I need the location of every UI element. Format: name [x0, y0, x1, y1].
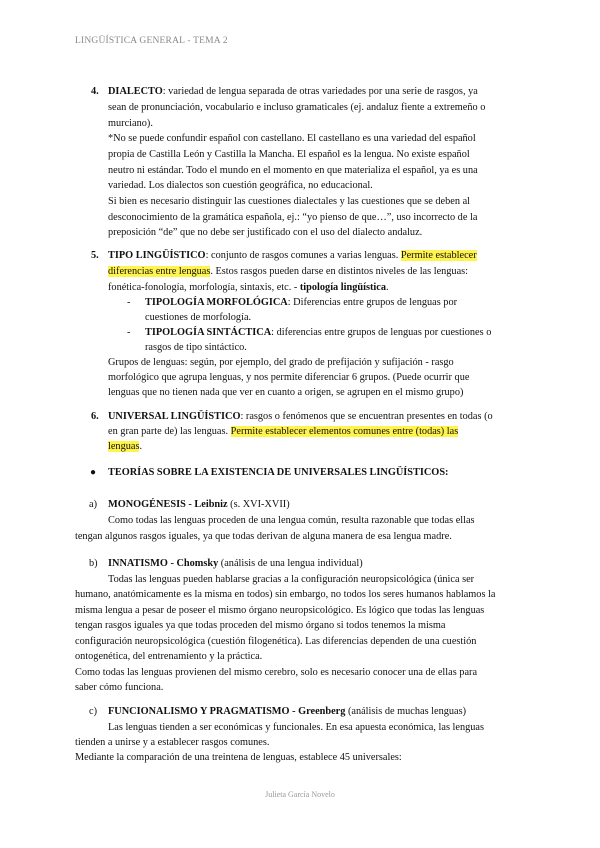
text: en gran parte de) las lenguas. — [108, 426, 231, 437]
item-number: 5. — [91, 250, 99, 261]
text-line: rasgos de tipo sintáctico. — [145, 342, 247, 353]
monogenesis-heading — [108, 497, 290, 513]
text: : rasgos o fenómenos que se encuentran presentes en todas (o — [240, 411, 493, 422]
term: FUNCIONALISMO Y PRAGMATISMO - Greenberg — [108, 706, 346, 717]
text-line: Mediante la comparación de una treintena de lenguas, establece 45 universales: — [75, 752, 402, 763]
text-line: neutro ni estándar. Todo el mundo en el momento en que materializa el español, ya es una — [108, 165, 478, 176]
text: . Estos rasgos pueden darse en distintos niveles de las lenguas: — [210, 266, 469, 277]
text: (s. XVI-XVII) — [227, 499, 290, 510]
text-line: morfológico que agrupa lenguas, y nos permite diferenciar 6 grupos. (Puede ocurrir que — [108, 372, 470, 383]
term: TIPOLOGÍA MORFOLÓGICA — [145, 297, 288, 308]
item-number: 4. — [91, 86, 99, 97]
text-line: sean de pronunciación, vocabulario e incluso gramaticales (ej. andaluz fiente a extremeño o — [108, 102, 486, 113]
highlight: Permite establecer elementos comunes entre (todas) las — [230, 426, 459, 437]
text: : Diferencias entre grupos de lenguas por — [287, 297, 458, 308]
sub-item-sintactica — [145, 325, 491, 341]
universal-line-3 — [108, 439, 142, 455]
term-tipologia: tipología lingüística — [299, 282, 386, 293]
term: TIPOLOGÍA SINTÁCTICA — [145, 327, 272, 338]
page-header: LINGÜÍSTICA GENERAL - TEMA 2 — [75, 36, 228, 46]
highlight: Permite establecer — [400, 250, 477, 261]
text-line: Grupos de lenguas: según, por ejemplo, del grado de prefijación y sufijación - rasgo — [108, 357, 454, 368]
text-line: preposición “de” que no debe ser justificado con el uso del dialecto andaluz. — [108, 227, 423, 238]
text: fonética-fonología, morfología, sintaxis, etc. - — [108, 282, 300, 293]
text-line: misma lengua a pesar de poseer el mismo órgano neuropsicológico. Es lógico que todas las lenguas — [75, 605, 485, 616]
text-line: variedad. Los dialectos son cuestión geográfica, no educacional. — [108, 180, 373, 191]
text-line: propia de Castilla León y Castilla la Mancha. El español es la lengua. No existe español — [108, 149, 470, 160]
term-universal: UNIVERSAL LINGÜÍSTICO — [108, 411, 241, 422]
text-line: murciano). — [108, 118, 153, 129]
text-line: Como todas las lenguas proceden de una lengua común, resulta razonable que todas ellas — [108, 515, 475, 526]
term: INNATISMO - Chomsky — [108, 558, 219, 569]
text-line: Como todas las lenguas provienen del mismo cerebro, solo es necesario conocer una de ellas para — [75, 667, 478, 678]
item-number: 6. — [91, 411, 99, 422]
text: : conjunto de rasgos comunes a varias lenguas. — [205, 250, 401, 261]
dash-bullet: - — [127, 297, 131, 308]
text-line: desconocimiento de la gramática española, ej.: “yo pienso de que…”, uso incorrecto de la — [108, 212, 478, 223]
tipo-line-3 — [108, 280, 389, 296]
text: (análisis de muchas lenguas) — [345, 706, 467, 717]
text: : variedad de lengua separada de otras variedades por una serie de rasgos, ya — [162, 86, 478, 97]
section-heading: TEORÍAS SOBRE LA EXISTENCIA DE UNIVERSALES LINGÜÍSTICOS: — [108, 467, 449, 478]
bullet-icon: ● — [90, 467, 97, 478]
item-letter: b) — [89, 558, 98, 569]
text-line: tienden a unirse y a establecer rasgos comunes. — [75, 737, 270, 748]
text-line: configuración neuropsicológica (cuestión filogenética). Las diferencias dependen de una cuestión — [75, 636, 477, 647]
innatismo-heading — [108, 556, 363, 572]
term-dialecto: DIALECTO — [108, 86, 163, 97]
term-tipo-linguistico: TIPO LINGÜÍSTICO — [108, 250, 206, 261]
text: . — [385, 282, 389, 293]
term: MONOGÉNESIS - Leibniz — [108, 499, 228, 510]
text-line: Si bien es necesario distinguir las cuestiones dialectales y las cuestiones que se deben al — [108, 196, 470, 207]
text-line: lenguas que no tienen nada que ver en cuanto a origen, se agrupen en el mismo grupo) — [108, 387, 464, 398]
dialecto-line-1 — [108, 84, 478, 100]
universal-line-2 — [108, 424, 458, 440]
dash-bullet: - — [127, 327, 131, 338]
text-line: ontogenética, del entrenamiento y la práctica. — [75, 651, 263, 662]
text-line: *No se puede confundir español con castellano. El castellano es una variedad del español — [108, 133, 476, 144]
tipo-line-2 — [108, 264, 468, 280]
sub-item-morfologica — [145, 295, 457, 311]
item-letter: a) — [89, 499, 97, 510]
text-line: cuestiones de morfología. — [145, 312, 252, 323]
tipo-line-1 — [108, 248, 477, 264]
highlight: lenguas — [108, 441, 140, 452]
text: (análisis de una lengua individual) — [218, 558, 363, 569]
text-line: Todas las lenguas pueden hablarse gracias a la configuración neuropsicológica (única ser — [108, 574, 475, 585]
text-line: saber cómo funciona. — [75, 682, 164, 693]
text: : diferencias entre grupos de lenguas por cuestiones o — [271, 327, 492, 338]
item-letter: c) — [89, 706, 97, 717]
text-line: Las lenguas tienden a ser económicas y funcionales. En esa apuesta económica, las lenguas — [108, 722, 484, 733]
text-line: tengan rasgos iguales ya que todas proceden del mismo órgano si todos tenemos la misma — [75, 620, 446, 631]
highlight: diferencias entre lenguas — [108, 266, 211, 277]
text-line: humano, anatómicamente es la misma en todos) sin embargo, no todos los seres humanos hablamos la — [75, 589, 496, 600]
page-footer: Julieta García Novelo — [265, 790, 335, 799]
text: . — [139, 441, 143, 452]
text-line: tengan algunos rasgos iguales, ya que todas derivan de alguna manera de esa lengua madre. — [75, 531, 452, 542]
universal-line-1 — [108, 409, 493, 425]
funcionalismo-heading — [108, 704, 466, 720]
